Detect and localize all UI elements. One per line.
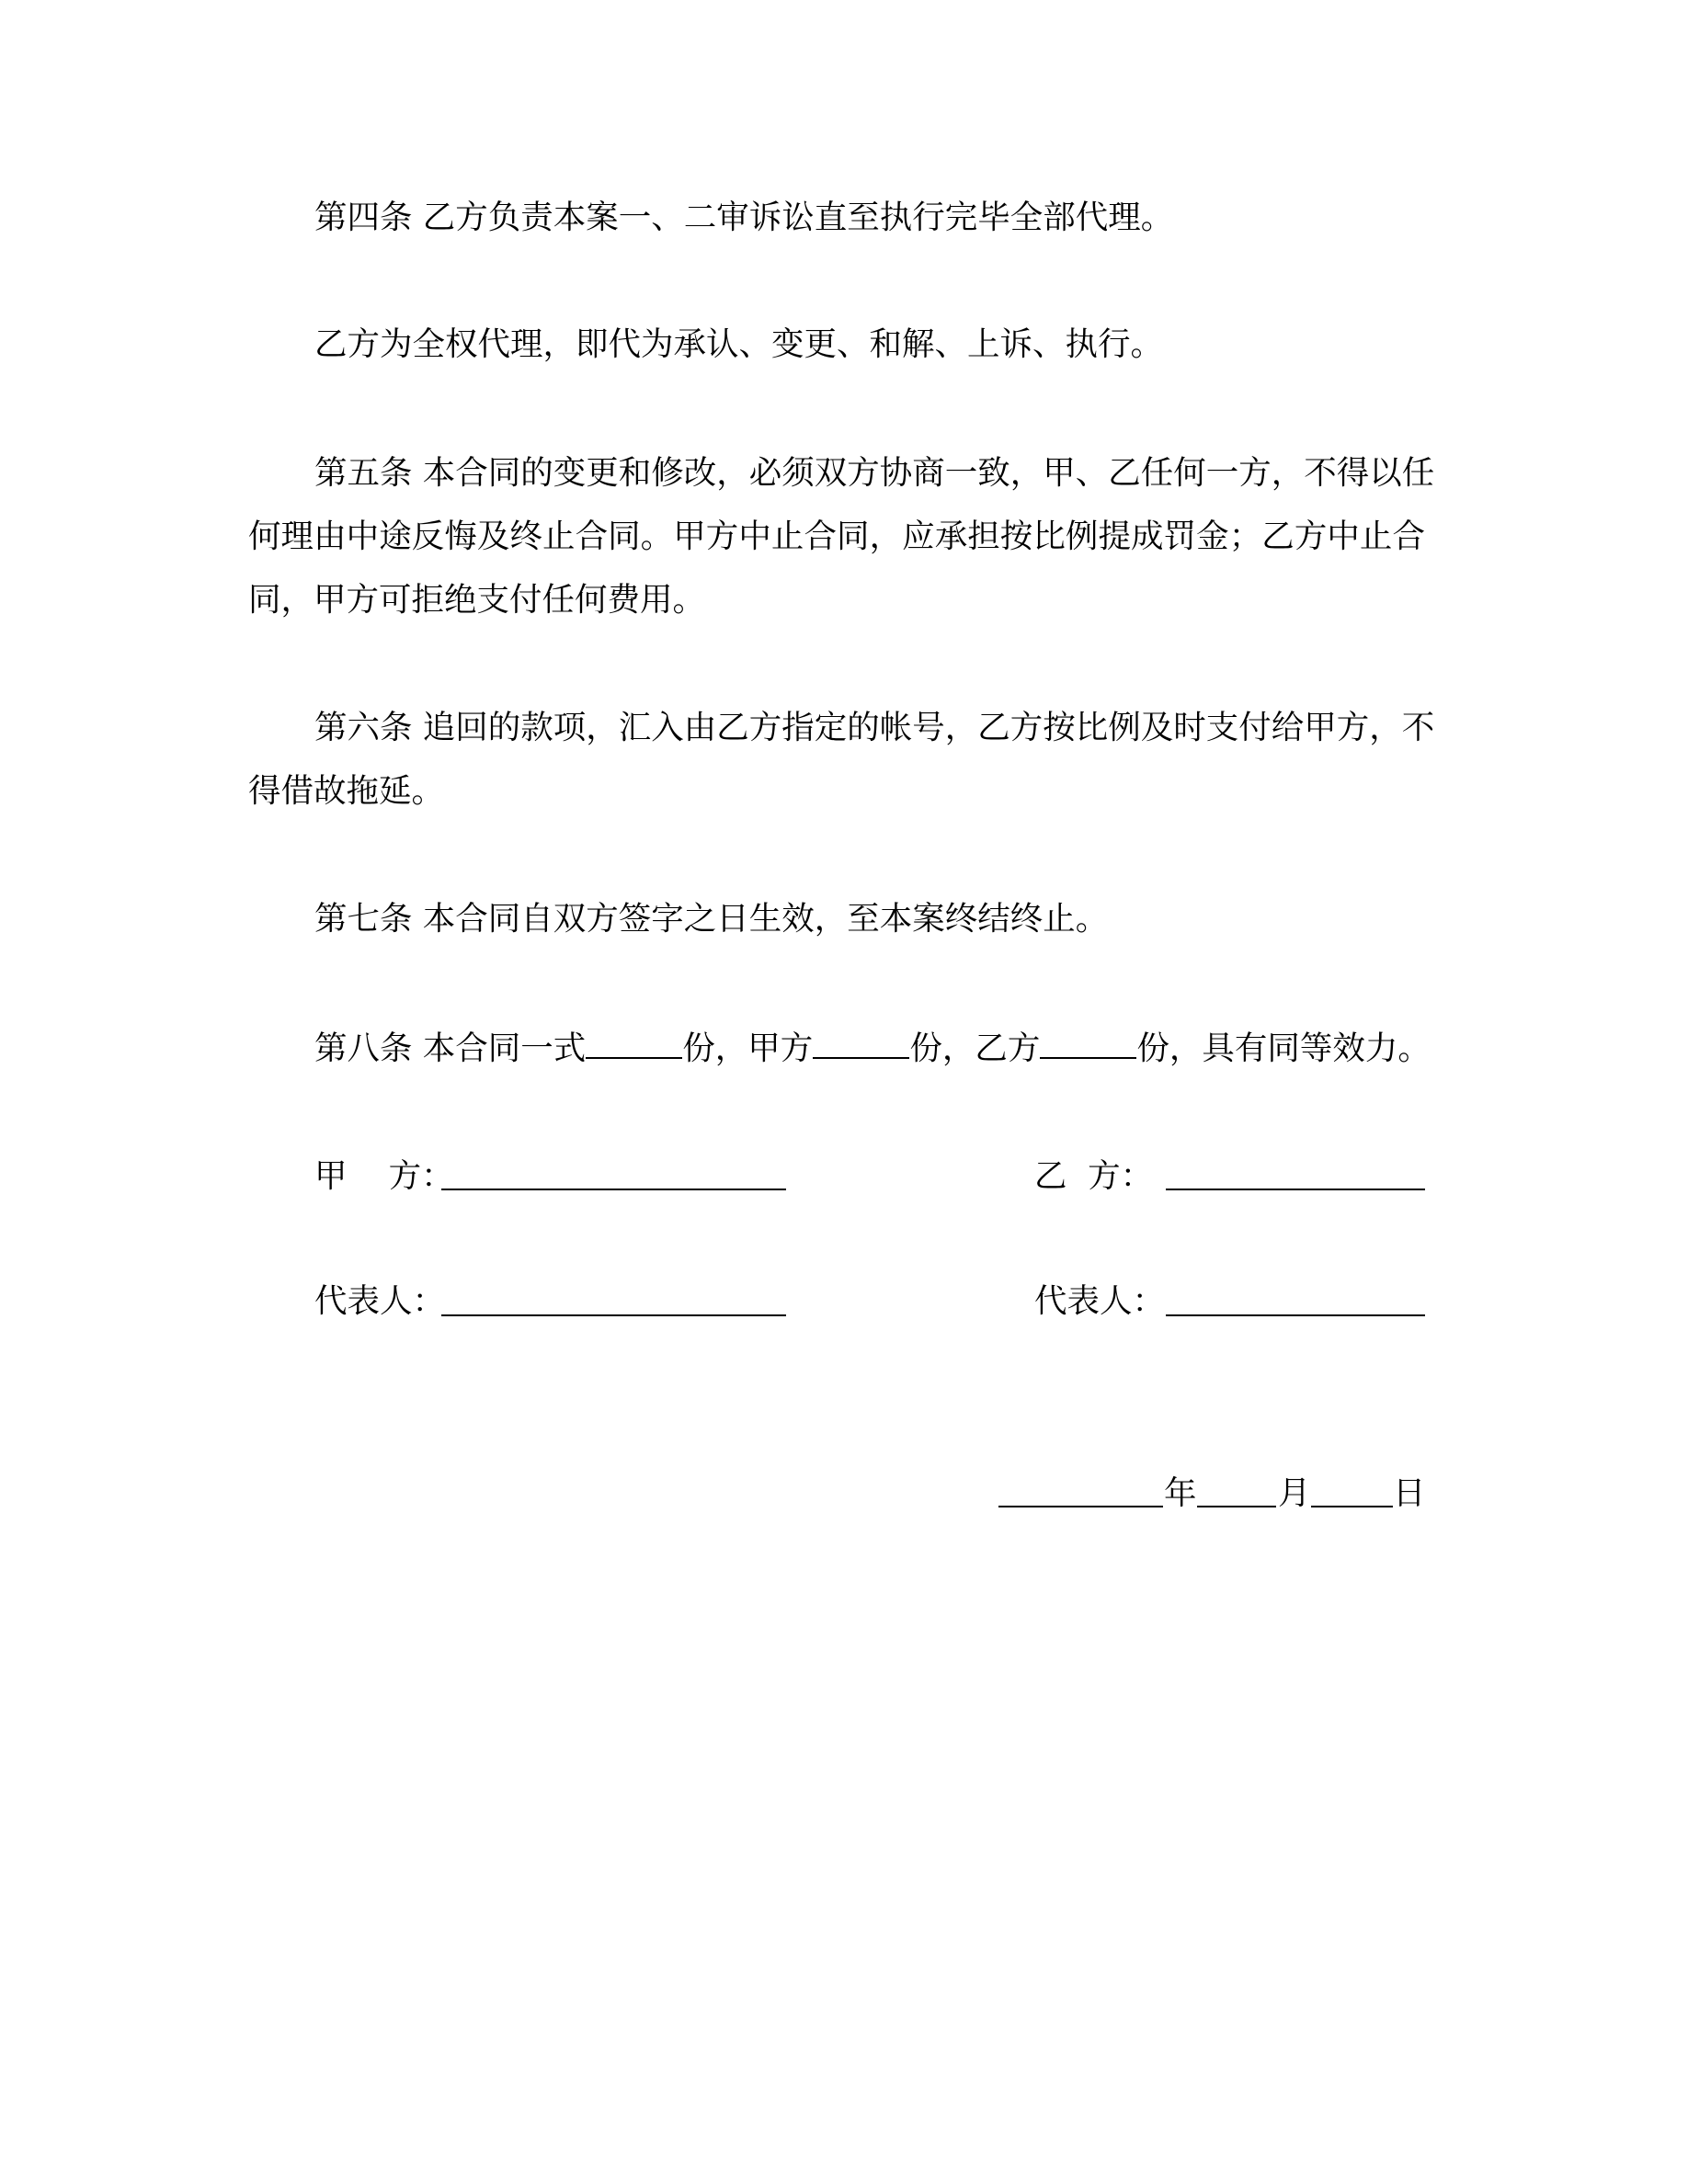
representative-a-signature-line[interactable] — [441, 1314, 786, 1316]
article-7-line-1: 第七条 本合同自双方签字之日生效，至本案终结终止。 — [314, 900, 1109, 938]
article-6-line-1: 第六条 追回的款项，汇入由乙方指定的帐号，乙方按比例及时支付给甲方，不 — [314, 709, 1435, 746]
party-b-signature-line[interactable] — [1166, 1189, 1425, 1190]
representative-b-label: 代表人： — [1034, 1282, 1166, 1320]
article-6-line-2: 得借故拖延。 — [248, 772, 445, 810]
party-a-label: 甲 方： — [314, 1157, 454, 1195]
article-4-line-1: 第四条 乙方负责本案一、二审诉讼直至执行完毕全部代理。 — [314, 199, 1174, 236]
copies-total-blank[interactable] — [586, 1029, 682, 1059]
representative-a-label: 代表人： — [314, 1282, 446, 1320]
copies-party-a-blank[interactable] — [813, 1029, 909, 1059]
party-a-signature-line[interactable] — [441, 1189, 786, 1190]
article-8-part-1: 第八条 本合同一式 — [314, 1029, 587, 1067]
month-label: 月 — [1278, 1474, 1311, 1512]
article-5-line-2: 何理由中途反悔及终止合同。甲方中止合同，应承担按比例提成罚金；乙方中止合 — [248, 518, 1425, 555]
day-blank[interactable] — [1311, 1506, 1393, 1507]
article-8-part-2: 份，甲方 — [682, 1029, 814, 1067]
year-blank[interactable] — [998, 1506, 1163, 1507]
party-b-label: 乙 方： — [1034, 1157, 1154, 1195]
representative-b-signature-line[interactable] — [1166, 1314, 1425, 1316]
article-4-line-2: 乙方为全权代理，即代为承认、变更、和解、上诉、执行。 — [314, 325, 1164, 363]
article-5-line-3: 同，甲方可拒绝支付任何费用。 — [248, 581, 706, 619]
article-8-line — [314, 1029, 1431, 1066]
month-blank[interactable] — [1197, 1506, 1276, 1507]
article-8-part-4: 份，具有同等效力。 — [1136, 1029, 1431, 1067]
article-8-part-3: 份，乙方 — [909, 1029, 1041, 1067]
day-label: 日 — [1393, 1474, 1426, 1512]
article-5-line-1: 第五条 本合同的变更和修改，必须双方协商一致，甲、乙任何一方，不得以任 — [314, 454, 1435, 492]
year-label: 年 — [1164, 1474, 1197, 1512]
copies-party-b-blank[interactable] — [1040, 1029, 1136, 1059]
